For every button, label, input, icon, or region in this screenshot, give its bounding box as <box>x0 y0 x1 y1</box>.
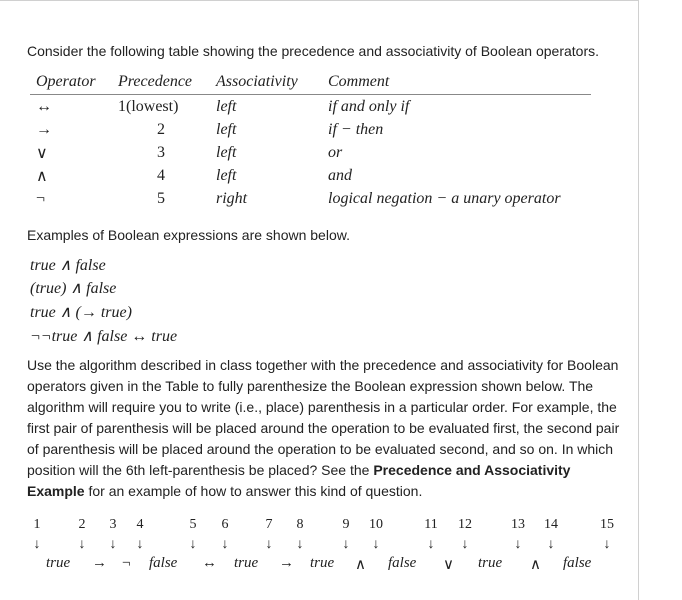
down-arrow-icon: ↓ <box>427 535 435 551</box>
expression-token: true <box>234 555 259 571</box>
question-paragraph <box>27 355 622 502</box>
example-expression: true ∧ false <box>30 257 106 274</box>
down-arrow-icon: ↓ <box>514 535 522 551</box>
down-arrow-icon: ↓ <box>547 535 555 551</box>
table-row <box>30 187 591 210</box>
expression-token: → <box>92 555 107 571</box>
position-number: 10 <box>369 517 383 532</box>
table-row <box>30 141 591 164</box>
example-expression: true ∧ (→ true) <box>30 304 132 321</box>
down-arrow-icon: ↓ <box>189 535 197 551</box>
expression-token: false <box>388 555 417 571</box>
example-link[interactable]: Precedence and Associativity Example <box>27 462 571 499</box>
comment-value: logical negation − a unary operator <box>328 189 561 207</box>
expression-token: false <box>149 555 178 571</box>
precedence-value: 3 <box>157 143 165 161</box>
question-text-end: for an example of how to answer this kind of question. <box>84 483 423 499</box>
down-arrow-icon: ↓ <box>33 535 41 551</box>
operator-table <box>30 72 591 210</box>
header-operator: Operator <box>30 72 112 95</box>
expression-token: ¬ <box>122 555 131 571</box>
precedence-value: 5 <box>157 189 165 207</box>
position-number: 11 <box>424 517 438 532</box>
precedence-value: 1(lowest) <box>118 97 179 115</box>
table-row <box>30 95 591 119</box>
comment-value: if and only if <box>328 97 410 115</box>
associativity-value: left <box>216 97 237 115</box>
operator-symbol: ¬ <box>36 189 46 207</box>
precedence-value: 2 <box>157 120 165 138</box>
expression-positions <box>0 517 682 577</box>
example-expression: (true) ∧ false <box>30 280 117 297</box>
examples-title: Examples of Boolean expressions are shown below. <box>27 227 350 243</box>
position-number: 1 <box>33 517 41 532</box>
position-number: 14 <box>544 517 558 532</box>
question-text: Use the algorithm described in class together with the precedence and associativity for Boolean operators given in the Table to fully parenthesize the Boolean expression shown below. The algorithm will require you to write (i.e., place) parenthesis in a particular order. For example, the first pair of parenthesis will be placed around the operation to be evaluated first, the second pair of parenthesis will be placed around the operation to be evaluated second, and so on. In which position will the 6th left-parenthesis be placed? See the <box>27 357 620 478</box>
table-row <box>30 118 591 141</box>
associativity-value: left <box>216 143 237 161</box>
intro-text: Consider the following table showing the precedence and associativity of Boolean operators. <box>27 43 600 59</box>
expression-token: true <box>310 555 335 571</box>
down-arrow-icon: ↓ <box>136 535 144 551</box>
position-number: 5 <box>189 517 197 532</box>
operator-symbol: ↔ <box>36 97 52 115</box>
comment-value: and <box>328 166 352 184</box>
down-arrow-icon: ↓ <box>461 535 469 551</box>
header-precedence: Precedence <box>112 72 210 95</box>
header-comment: Comment <box>322 72 591 95</box>
header-associativity: Associativity <box>210 72 322 95</box>
expression-token: false <box>563 555 592 571</box>
position-number: 8 <box>296 517 304 532</box>
table-row <box>30 164 591 187</box>
expression-token: ∧ <box>530 557 541 573</box>
position-number: 13 <box>511 517 525 532</box>
position-number: 15 <box>600 517 614 532</box>
down-arrow-icon: ↓ <box>372 535 380 551</box>
down-arrow-icon: ↓ <box>109 535 117 551</box>
comment-value: or <box>328 143 343 161</box>
expression-token: → <box>279 555 294 571</box>
down-arrow-icon: ↓ <box>265 535 273 551</box>
expression-token: ↔ <box>202 555 217 571</box>
operator-symbol: → <box>36 120 52 138</box>
operator-symbol: ∨ <box>36 144 48 162</box>
down-arrow-icon: ↓ <box>221 535 229 551</box>
associativity-value: left <box>216 166 237 184</box>
expression-token: true <box>46 555 71 571</box>
position-number: 2 <box>78 517 86 532</box>
operator-symbol: ∧ <box>36 167 48 185</box>
position-number: 4 <box>136 517 144 532</box>
position-number: 3 <box>109 517 117 532</box>
position-number: 7 <box>265 517 273 532</box>
position-number: 6 <box>221 517 229 532</box>
down-arrow-icon: ↓ <box>342 535 350 551</box>
position-number: 12 <box>458 517 472 532</box>
precedence-value: 4 <box>157 166 165 184</box>
down-arrow-icon: ↓ <box>603 535 611 551</box>
associativity-value: left <box>216 120 237 138</box>
down-arrow-icon: ↓ <box>78 535 86 551</box>
comment-value: if − then <box>328 120 384 138</box>
position-number: 9 <box>342 517 350 532</box>
down-arrow-icon: ↓ <box>296 535 304 551</box>
example-expression: ¬¬true ∧ false ↔ true <box>30 328 178 345</box>
expression-token: true <box>478 555 503 571</box>
expression-token: ∨ <box>443 557 454 573</box>
associativity-value: right <box>216 189 248 207</box>
expression-token: ∧ <box>355 557 366 573</box>
